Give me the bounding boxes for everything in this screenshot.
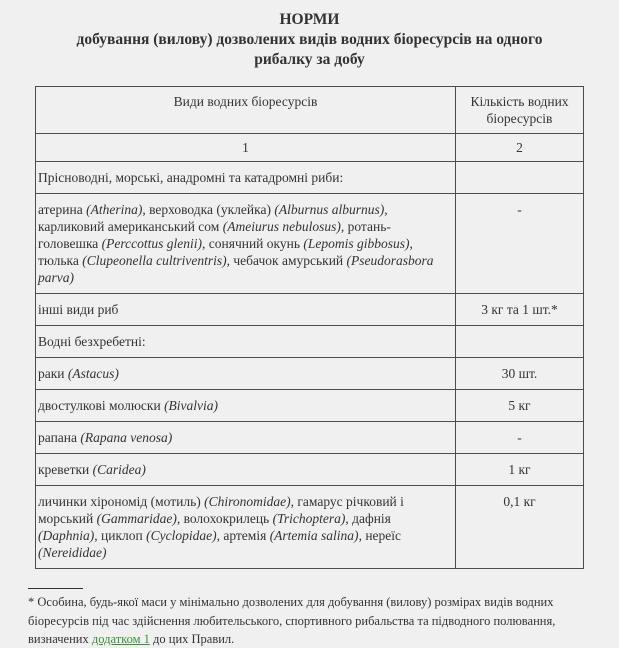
species-text: , гамарус річковий і морський [38,494,404,527]
species-text: , циклоп [94,528,147,544]
column-number-2: 2 [456,134,584,162]
species-latin-name: (Astacus) [67,366,119,382]
species-latin-name: (Ameiurus nebulosus) [222,219,341,235]
species-text: Водні безхребетні: [38,334,146,350]
species-latin-name: (Lepomis gibbosus) [303,236,410,252]
species-latin-name: (Nereididae) [38,545,107,561]
species-cell [36,390,456,422]
title-line-1: НОРМИ [279,11,340,28]
species-latin-name: (Bivalvia) [164,398,219,414]
species-cell [36,162,456,194]
species-text: , карликовий американський сом [38,202,388,235]
species-latin-name: (Gammaridae) [96,511,177,527]
species-latin-name: (Perccottus glenii) [101,236,203,252]
table-row [36,162,584,194]
species-latin-name: (Trichoptera) [272,511,346,527]
species-latin-name: (Rapana venosa) [80,430,173,446]
table-row [36,326,584,358]
species-text: двостулкові молюски [38,398,165,414]
table-header-row [36,87,584,134]
species-latin-name: (Alburnus alburnus) [274,202,385,218]
column-header-quantity: Кількість водних біоресурсів [456,87,584,134]
species-text: , чебачок амурський [226,253,347,269]
species-text: , тюлька [38,236,413,269]
species-latin-name: (Cyclopidae) [146,528,217,544]
quantity-cell [456,326,584,358]
table-row [36,454,584,486]
quantity-cell: 30 шт. [456,358,584,390]
species-cell [36,358,456,390]
column-number-1: 1 [36,134,456,162]
quantity-cell: - [456,422,584,454]
species-text: , ротань-головешка [38,219,391,252]
species-latin-name: (Atherina) [86,202,143,218]
table-row [36,390,584,422]
footnote-segment: * Особина, будь-якої маси у мінімально дозволених для добування (вилову) розмірах видів водних біоресурсів під час здійснення любительського, спортивного рибальства та підводного полювання, визначених [28,595,556,646]
species-text: Прісноводні, морські, анадромні та катадромні риби: [38,170,344,186]
footnote-text [28,593,591,647]
species-cell [36,294,456,326]
table-row [36,422,584,454]
column-number-row [36,134,584,162]
quantity-cell: 5 кг [456,390,584,422]
species-latin-name: (Chironomidae) [204,494,291,510]
species-text: рапана [38,430,81,446]
species-cell [36,326,456,358]
annex-1-link[interactable]: додатком 1 [91,631,150,646]
title-line-2: добування (вилову) дозволених видів водних біоресурсів на одного рибалку за добу [76,30,543,68]
species-cell [36,454,456,486]
species-cell [36,194,456,294]
species-text: атерина [38,202,87,218]
species-cell [36,486,456,569]
species-latin-name: (Caridea) [92,462,146,478]
table-row [36,486,584,569]
species-text: , артемія [216,528,270,544]
column-header-species: Види водних біоресурсів [36,87,456,134]
species-text: креветки [38,462,93,478]
species-latin-name: (Clupeonella cultriventris) [82,253,227,269]
species-text: , верховодка (уклейка) [142,202,275,218]
document-title [67,10,553,69]
quantity-cell [456,162,584,194]
species-latin-name: (Daphnia) [38,528,95,544]
species-text: , нереїс [358,528,402,544]
species-text: інші види риб [38,302,119,318]
table-row [36,358,584,390]
quantity-cell: 3 кг та 1 шт.* [456,294,584,326]
species-latin-name: (Artemia salina) [269,528,359,544]
footnote-segment: до цих Правил. [149,631,235,646]
norms-table [35,86,584,569]
table-row [36,194,584,294]
quantity-cell: 0,1 кг [456,486,584,569]
species-cell [36,422,456,454]
species-text: личинки хірономід (мотиль) [38,494,205,510]
table-row [36,294,584,326]
species-text: , волохокрилець [176,511,273,527]
species-text: , дафнія [345,511,391,527]
quantity-cell: - [456,194,584,294]
table-body [36,162,584,569]
species-text: , сонячний окунь [202,236,304,252]
quantity-cell: 1 кг [456,454,584,486]
footnote-divider [28,588,83,589]
species-latin-name: (Pseudorasbora parva) [38,253,434,286]
species-text: раки [38,366,68,382]
